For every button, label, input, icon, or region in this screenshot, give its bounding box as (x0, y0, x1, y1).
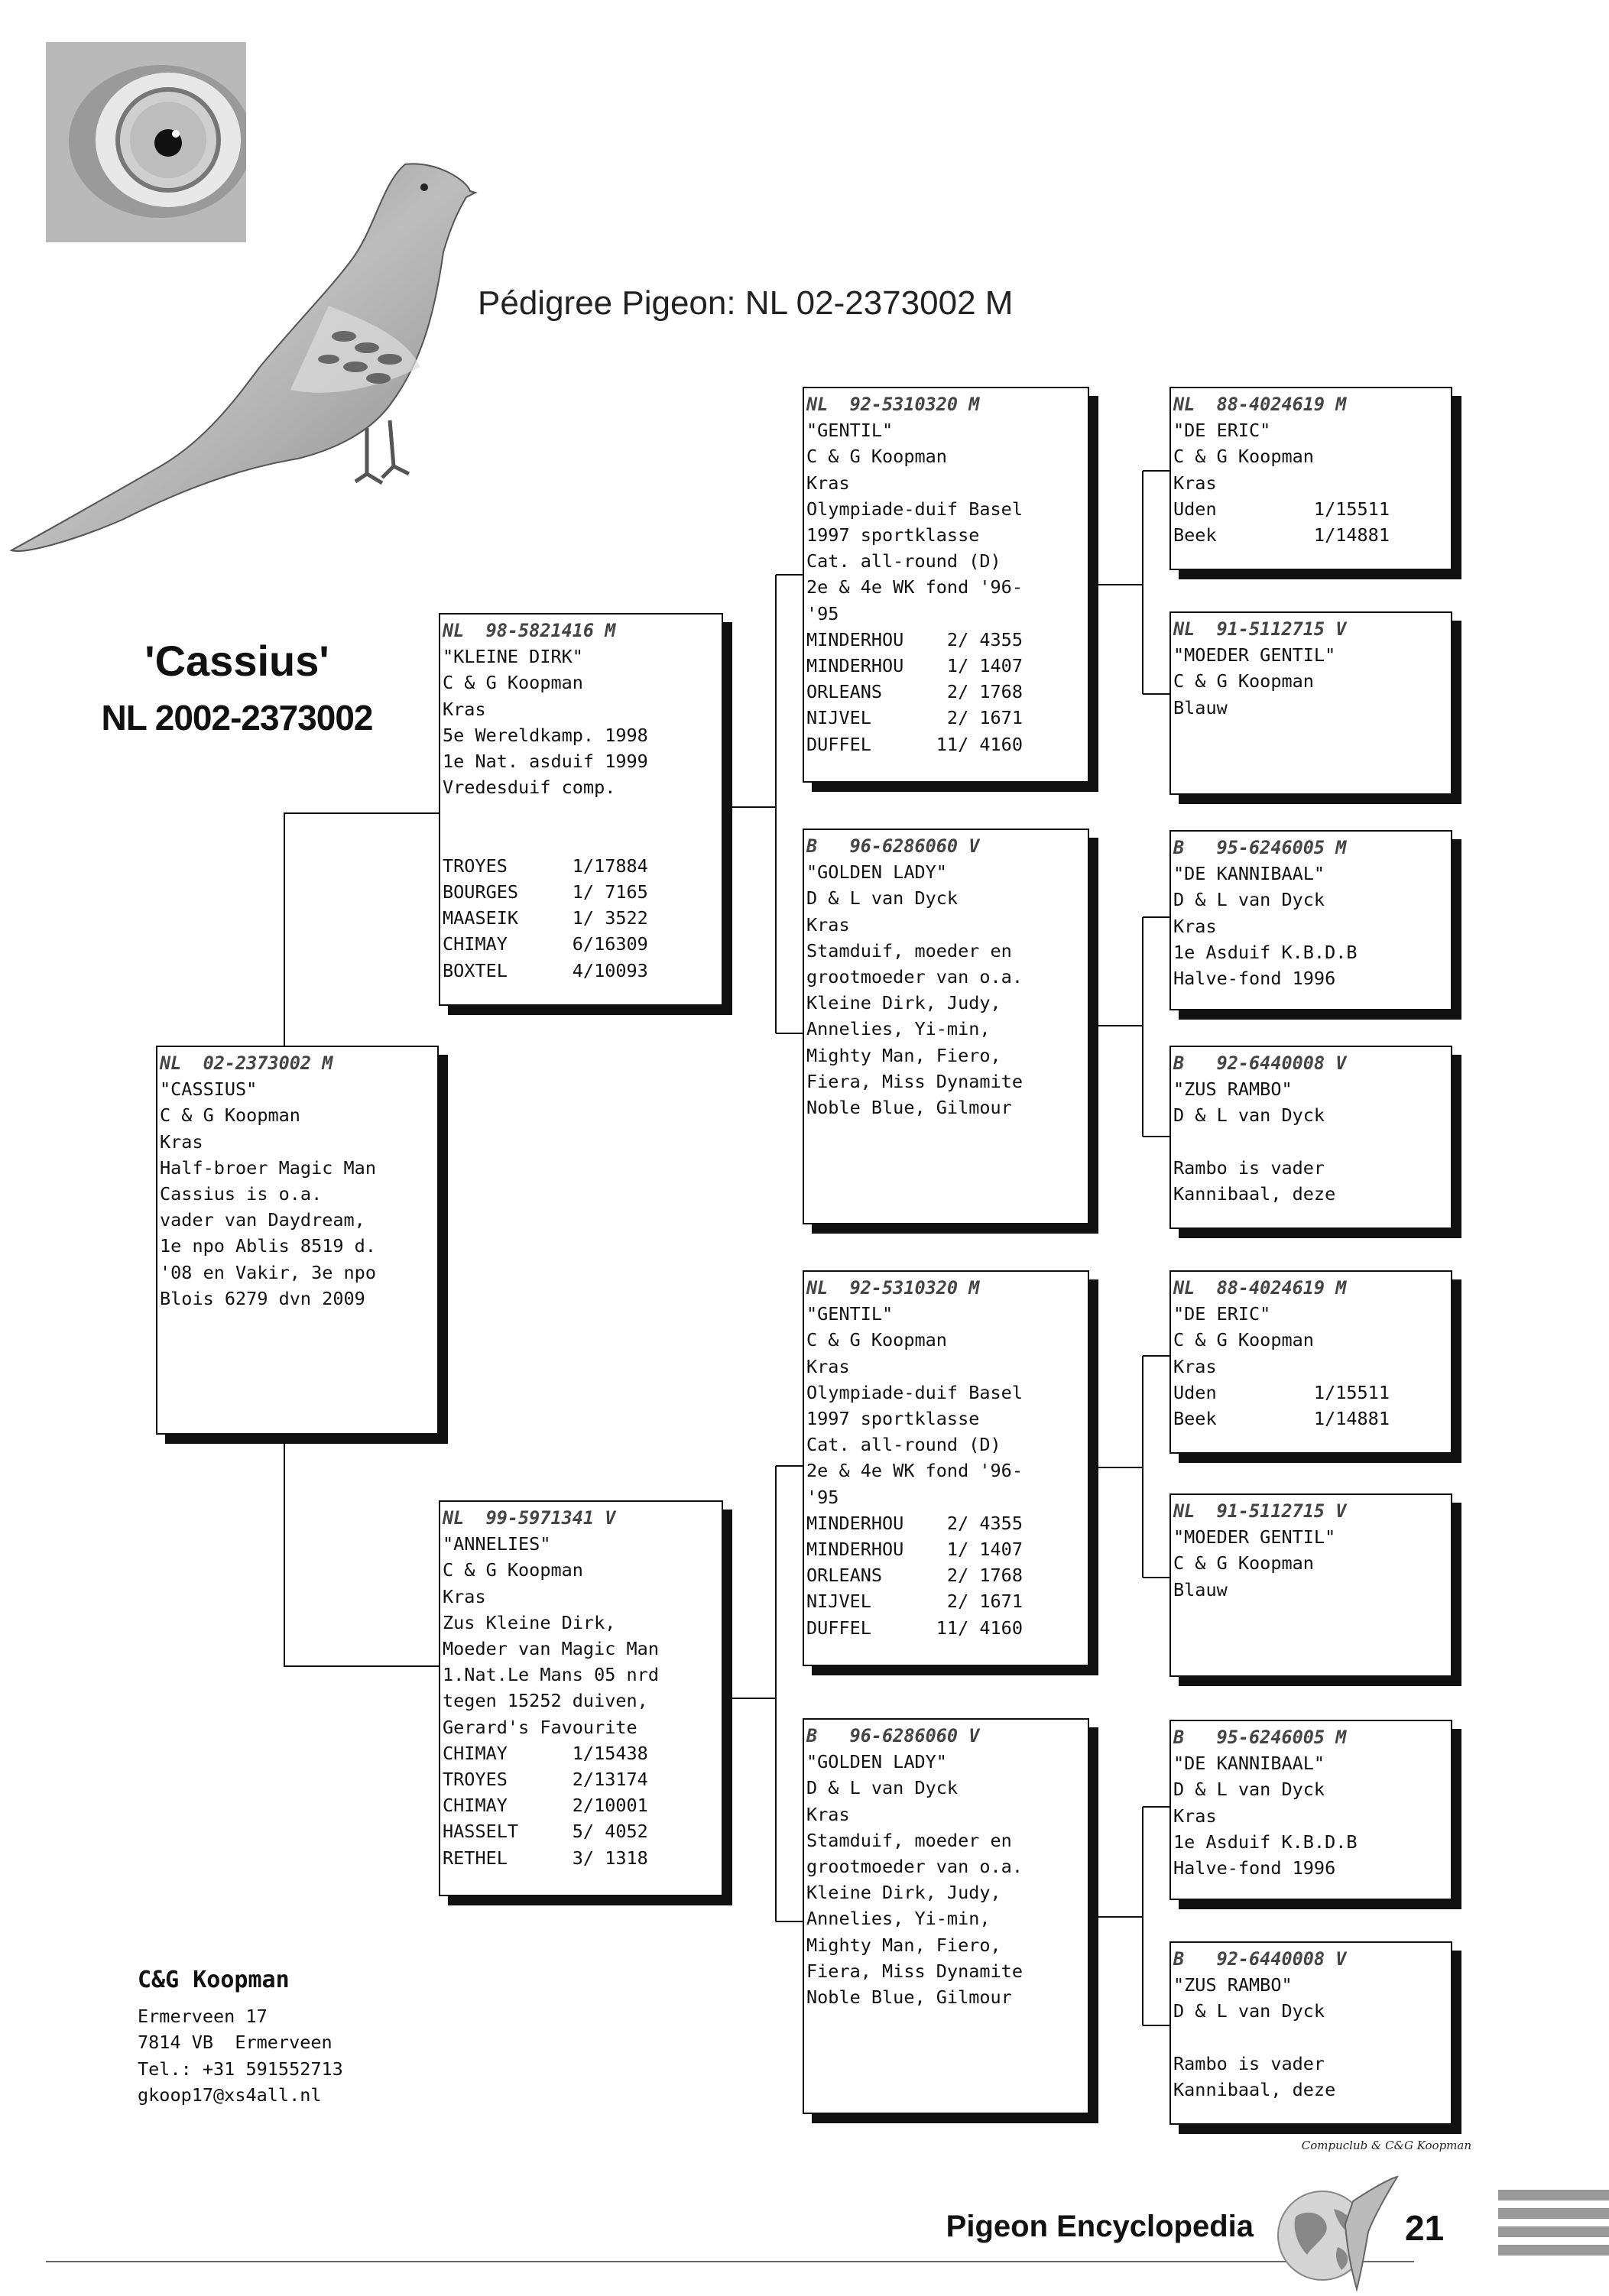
card-line: "MOEDER GENTIL" (1173, 644, 1336, 666)
card-line: Kras (806, 1355, 850, 1377)
card-line (443, 800, 722, 826)
breeder-email: gkoop17@xs4all.nl (138, 2084, 322, 2106)
card-line: C & G Koopman (1173, 670, 1314, 692)
card-line: Kras (443, 698, 486, 720)
card-line: Olympiade-duif Basel (806, 498, 1023, 520)
pedigree-card-sds (1169, 830, 1452, 1010)
card-line: "ZUS RAMBO" (1173, 1974, 1293, 1996)
card-line: Kras (1173, 472, 1217, 494)
card-line: MINDERHOU 2/ 4355 (806, 1512, 1023, 1534)
card-line: Uden 1/15511 (1173, 1381, 1390, 1403)
breeder-address: Ermerveen 17 (138, 2005, 268, 2027)
card-line: Kras (1173, 1805, 1217, 1827)
card-line: Fiera, Miss Dynamite (806, 1960, 1023, 1982)
card-line: C & G Koopman (1173, 446, 1314, 468)
card-line: NIJVEL 2/ 1671 (806, 707, 1023, 729)
card-line: Cat. all-round (D) (806, 1434, 1001, 1456)
card-line: BOXTEL 4/10093 (443, 959, 648, 981)
breeder-city: 7814 VB Ermerveen (138, 2032, 333, 2054)
card-line: D & L van Dyck (806, 1777, 959, 1799)
card-line: Kras (160, 1130, 203, 1153)
breeder-phone: Tel.: +31 591552713 (138, 2058, 343, 2080)
card-line: Fiera, Miss Dynamite (806, 1070, 1023, 1092)
card-line: Kras (1173, 915, 1217, 937)
card-line: Halve-fond 1996 (1173, 968, 1336, 990)
card-line (443, 827, 722, 853)
card-line: TROYES 2/13174 (443, 1769, 648, 1791)
card-line: MINDERHOU 1/ 1407 (806, 655, 1023, 677)
card-line: Halve-fond 1996 (1173, 1857, 1336, 1879)
card-line: "MOEDER GENTIL" (1173, 1526, 1336, 1549)
card-line: ORLEANS 2/ 1768 (806, 681, 1023, 703)
card-line: "GOLDEN LADY" (806, 1751, 947, 1773)
card-ring-number: B 96-6286060 V (806, 1725, 980, 1746)
card-line: tegen 15252 duiven, (443, 1690, 648, 1712)
globe-icon (1261, 2171, 1399, 2293)
card-line: '95 (806, 1486, 839, 1508)
card-line: Kleine Dirk, Judy, (806, 992, 1001, 1014)
card-ring-number: B 96-6286060 V (806, 835, 980, 857)
card-line: D & L van Dyck (806, 887, 959, 910)
card-line: "GOLDEN LADY" (806, 861, 947, 884)
card-line: Rambo is vader (1173, 1156, 1325, 1179)
card-ring-number: B 95-6246005 M (1173, 1727, 1347, 1748)
card-line: 1.Nat.Le Mans 05 nrd (443, 1664, 659, 1686)
card-ring-number: B 92-6440008 V (1173, 1052, 1347, 1074)
card-line: MAASEIK 1/ 3522 (443, 907, 648, 929)
card-ring-number: NL 88-4024619 M (1173, 394, 1347, 415)
pedigree-card-dsd (1169, 1493, 1452, 1677)
card-line: 2e & 4e WK fond '96- (806, 576, 1023, 598)
pedigree-card-sire (439, 613, 723, 1006)
card-line: ORLEANS 2/ 1768 (806, 1565, 1023, 1587)
card-ring-number: NL 88-4024619 M (1173, 1277, 1347, 1299)
card-line: grootmoeder van o.a. (806, 1856, 1023, 1878)
card-line: Uden 1/15511 (1173, 498, 1390, 520)
bird-name: 'Cassius' (144, 637, 329, 685)
card-line: 1997 sportklasse (806, 524, 980, 546)
card-line: C & G Koopman (443, 1559, 583, 1581)
card-line: Annelies, Yi-min, (806, 1018, 991, 1040)
card-line: "ZUS RAMBO" (1173, 1078, 1293, 1101)
footer-stripes (1498, 2190, 1609, 2266)
card-line: Cat. all-round (D) (806, 550, 1001, 572)
card-line: NIJVEL 2/ 1671 (806, 1591, 1023, 1613)
card-line: Kannibaal, deze (1173, 1183, 1336, 1205)
card-line: Beek 1/14881 (1173, 524, 1390, 546)
pedigree-card-ssd (1169, 611, 1452, 795)
card-line: DUFFEL 11/ 4160 (806, 1617, 1023, 1639)
card-ring-number: NL 02-2373002 M (160, 1052, 333, 1074)
pedigree-card-dam-sire (803, 1270, 1089, 1666)
card-line: DUFFEL 11/ 4160 (806, 733, 1023, 755)
pedigree-card-dam (439, 1500, 723, 1896)
card-line: Rambo is vader (1173, 2052, 1325, 2074)
bird-ring-number: NL 2002-2373002 (101, 698, 373, 738)
card-line: Moeder van Magic Man (443, 1638, 659, 1660)
card-line: Kras (443, 1585, 486, 1607)
card-line: Cassius is o.a. (160, 1183, 323, 1205)
credit-line: Compuclub & C&G Koopman (1301, 2139, 1471, 2152)
card-line: grootmoeder van o.a. (806, 966, 1023, 988)
card-line: Kras (1173, 1355, 1217, 1377)
card-line: 1e Asduif K.B.D.B (1173, 1831, 1358, 1853)
card-line: "DE KANNIBAAL" (1173, 1753, 1325, 1775)
pedigree-card-subject (156, 1046, 439, 1435)
card-line: Stamduif, moeder en (806, 1829, 1012, 1851)
card-line: CHIMAY 2/10001 (443, 1795, 648, 1817)
card-line: CHIMAY 1/15438 (443, 1742, 648, 1764)
card-line: '08 en Vakir, 3e npo (160, 1261, 376, 1283)
card-line (1173, 1129, 1451, 1155)
card-line: HASSELT 5/ 4052 (443, 1821, 648, 1843)
card-line: 1e npo Ablis 8519 d. (160, 1235, 376, 1257)
card-line: Gerard's Favourite (443, 1716, 637, 1738)
card-line: Kannibaal, deze (1173, 2079, 1336, 2101)
card-line: vader van Daydream, (160, 1209, 365, 1231)
card-line: MINDERHOU 2/ 4355 (806, 628, 1023, 650)
pedigree-card-dss (1169, 1270, 1452, 1454)
card-line: D & L van Dyck (1173, 1779, 1325, 1801)
card-line: Stamduif, moeder en (806, 939, 1012, 962)
card-line: C & G Koopman (1173, 1329, 1314, 1351)
card-line: "CASSIUS" (160, 1078, 258, 1101)
card-line: D & L van Dyck (1173, 2000, 1325, 2022)
card-ring-number: NL 92-5310320 M (806, 394, 980, 415)
card-line: Noble Blue, Gilmour (806, 1097, 1012, 1119)
page-number: 21 (1405, 2208, 1445, 2248)
card-line: C & G Koopman (1173, 1552, 1314, 1574)
footer-title: Pigeon Encyclopedia (946, 2210, 1254, 2243)
breeder-name: C&G Koopman (138, 1967, 290, 1993)
card-line: 5e Wereldkamp. 1998 (443, 724, 648, 746)
footer-rule (46, 2261, 1414, 2262)
card-line: Noble Blue, Gilmour (806, 1986, 1012, 2009)
card-line: BOURGES 1/ 7165 (443, 881, 648, 903)
card-line: Half-broer Magic Man (160, 1156, 376, 1179)
card-ring-number: NL 92-5310320 M (806, 1277, 980, 1299)
pedigree-card-sdd (1169, 1046, 1452, 1229)
pedigree-card-sss (1169, 387, 1452, 570)
card-line: TROYES 1/17884 (443, 855, 648, 877)
card-line: Mighty Man, Fiero, (806, 1934, 1001, 1956)
card-line: C & G Koopman (160, 1104, 300, 1127)
card-line: Kras (806, 472, 850, 494)
page-title: Pédigree Pigeon: NL 02-2373002 M (478, 284, 1014, 322)
card-line (1173, 2025, 1451, 2051)
pedigree-card-sire-sire (803, 387, 1089, 783)
card-line: Blauw (1173, 1578, 1228, 1600)
pedigree-card-ddd (1169, 1941, 1452, 2125)
card-line: MINDERHOU 1/ 1407 (806, 1539, 1023, 1561)
card-line: Olympiade-duif Basel (806, 1381, 1023, 1403)
card-line: Vredesduif comp. (443, 777, 616, 799)
card-line: 2e & 4e WK fond '96- (806, 1460, 1023, 1482)
breeder-contact (138, 1967, 343, 2109)
card-line: Mighty Man, Fiero, (806, 1044, 1001, 1066)
card-line: Beek 1/14881 (1173, 1408, 1390, 1430)
card-line: C & G Koopman (806, 1329, 947, 1351)
card-line: Kras (806, 1803, 850, 1825)
card-ring-number: NL 98-5821416 M (443, 620, 616, 641)
card-line: "GENTIL" (806, 1303, 894, 1325)
card-line: "DE ERIC" (1173, 420, 1271, 442)
card-line: D & L van Dyck (1173, 889, 1325, 911)
card-line: 1997 sportklasse (806, 1408, 980, 1430)
card-line: Kleine Dirk, Judy, (806, 1882, 1001, 1904)
pedigree-card-dam-dam (803, 1718, 1089, 2114)
card-line: C & G Koopman (443, 672, 583, 694)
card-line: RETHEL 3/ 1318 (443, 1847, 648, 1869)
card-line: "DE KANNIBAAL" (1173, 863, 1325, 885)
card-line: "ANNELIES" (443, 1533, 551, 1555)
card-ring-number: NL 91-5112715 V (1173, 618, 1347, 640)
card-line: 1e Nat. asduif 1999 (443, 751, 648, 773)
pedigree-card-dds (1169, 1720, 1452, 1900)
card-line: "DE ERIC" (1173, 1303, 1271, 1325)
card-line: CHIMAY 6/16309 (443, 933, 648, 955)
card-line: Annelies, Yi-min, (806, 1908, 991, 1930)
card-line: Blois 6279 dvn 2009 (160, 1287, 365, 1309)
card-ring-number: NL 91-5112715 V (1173, 1500, 1347, 1522)
card-ring-number: B 92-6440008 V (1173, 1948, 1347, 1970)
card-line: Zus Kleine Dirk, (443, 1611, 616, 1633)
card-line: Kras (806, 913, 850, 936)
card-line: Blauw (1173, 696, 1228, 718)
globe-dove-logo (1261, 2171, 1399, 2293)
card-ring-number: NL 99-5971341 V (443, 1507, 616, 1529)
card-line: 1e Asduif K.B.D.B (1173, 941, 1358, 963)
pedigree-card-sire-dam (803, 829, 1089, 1224)
card-line: C & G Koopman (806, 446, 947, 468)
card-line: "GENTIL" (806, 420, 894, 442)
card-line: "KLEINE DIRK" (443, 646, 583, 668)
card-ring-number: B 95-6246005 M (1173, 837, 1347, 858)
card-line: D & L van Dyck (1173, 1104, 1325, 1127)
card-line: '95 (806, 602, 839, 624)
